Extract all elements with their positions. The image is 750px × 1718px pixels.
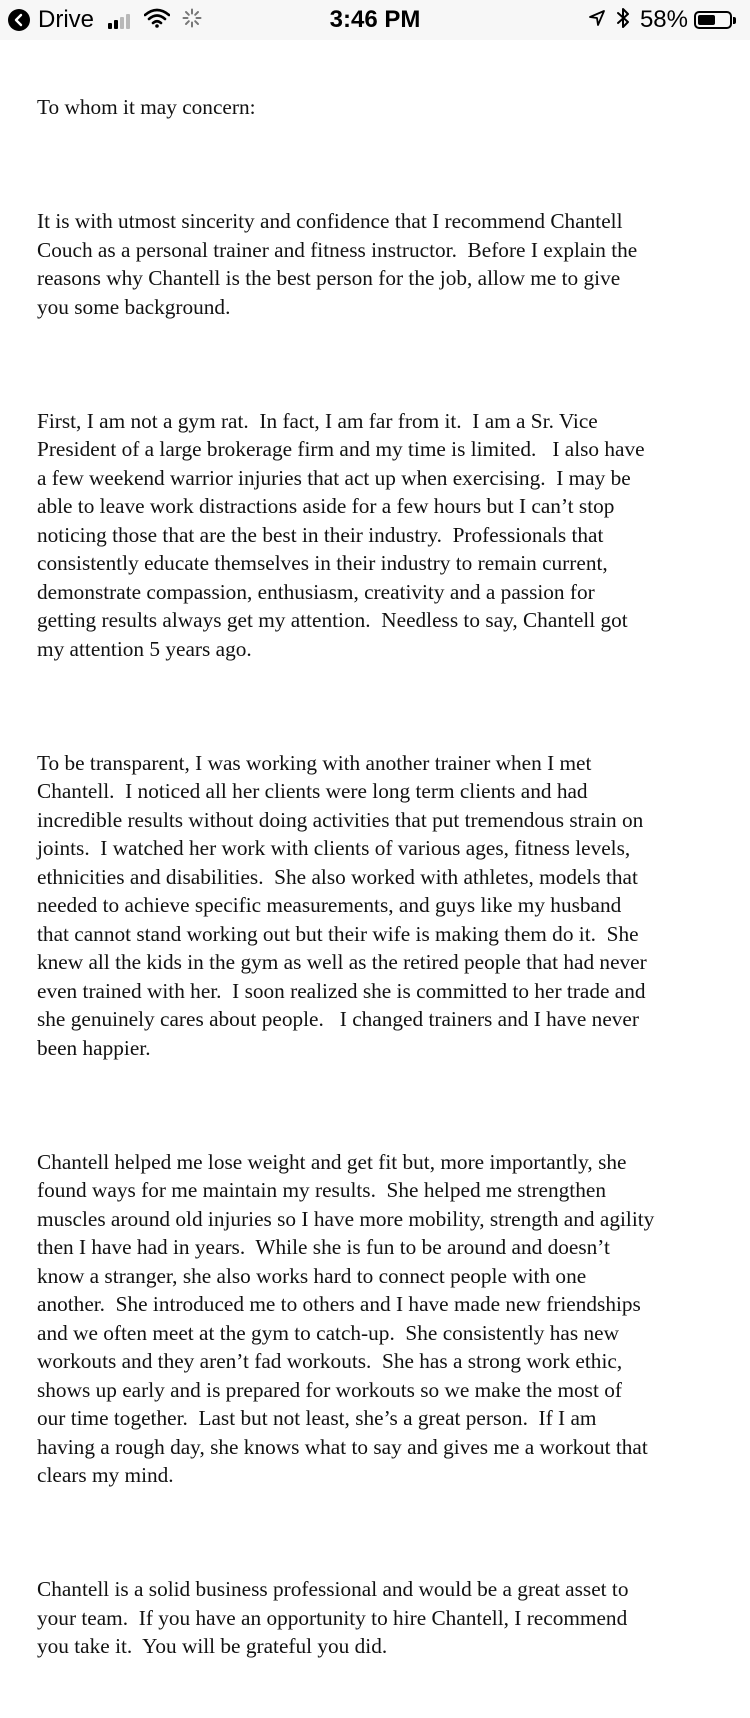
battery-icon <box>694 11 736 29</box>
letter-paragraph: To be transparent, I was working with another trainer when I met Chantell. I noticed all her clients were long term clients and had incredible results without doing activities that put tremendous strain on joints. I watched her work with clients of various ages, fitness levels, ethnicities and disabilities. She also worked with athletes, models that needed to achieve specific measurements, and guys like my husband that cannot stand working out but their wife is making them do it. She knew all the kids in the gym as well as the retired people that had never even trained with her. I soon realized she is committed to her trade and she genuinely cares about people. I changed trainers and I have never been happier. <box>37 750 647 1060</box>
status-right <box>588 0 736 40</box>
letter-paragraph: Chantell is a solid business professional and would be a great asset to your team. If you have an opportunity to hire Chantell, I recommend you take it. You will be grateful you did. <box>37 1577 629 1658</box>
status-time: 3:46 PM <box>329 6 421 33</box>
letter-paragraph: Chantell helped me lose weight and get fit but, more importantly, she found ways for me maintain my results. She helped me strengthen muscles around old injuries so I have more mobility, strength and agility then I have had in years. While she is fun to be around and doesn’t know a stranger, she also works hard to connect people with one another. She introduced me to others and I have made new friendships and we often meet at the gym to catch-up. She consistently has new workouts and they aren’t fad workouts. She has a strong work ethic, shows up early and is prepared for workouts so we make the most of our time together. Last but not least, she’s a great person. If I am having a rough day, she knows what to say and gives me a workout that clears my mind. <box>37 1149 655 1487</box>
battery-tip <box>733 17 736 24</box>
status-bar <box>0 0 750 40</box>
location-arrow-icon <box>588 9 606 32</box>
recommendation-letter <box>37 36 717 1718</box>
battery-body <box>694 11 732 29</box>
back-to-drive-link[interactable]: Drive <box>38 6 95 33</box>
letter-paragraph: First, I am not a gym rat. In fact, I am far from it. I am a Sr. Vice President of a large brokerage firm and my time is limited. I also have a few weekend warrior injuries that act up when exercising. I may be able to leave work distractions aside for a few hours but I can’t stop noticing those that are the best in their industry. Professionals that consistently educate themselves in their industry to remain current, demonstrate compassion, enthusiasm, creativity and a passion for getting results always get my attention. Needless to say, Chantell got my attention 5 years ago. <box>37 408 645 661</box>
bluetooth-icon <box>616 7 630 34</box>
letter-paragraph: It is with utmost sincerity and confidence that I recommend Chantell Couch as a personal trainer and fitness instructor. Before I explain the reasons why Chantell is the best person for the job, allow me to give you some background. <box>37 209 638 319</box>
battery-percent: 58% <box>639 6 688 33</box>
battery-level-fill <box>698 15 715 25</box>
letter-salutation: To whom it may concern: <box>37 95 256 119</box>
